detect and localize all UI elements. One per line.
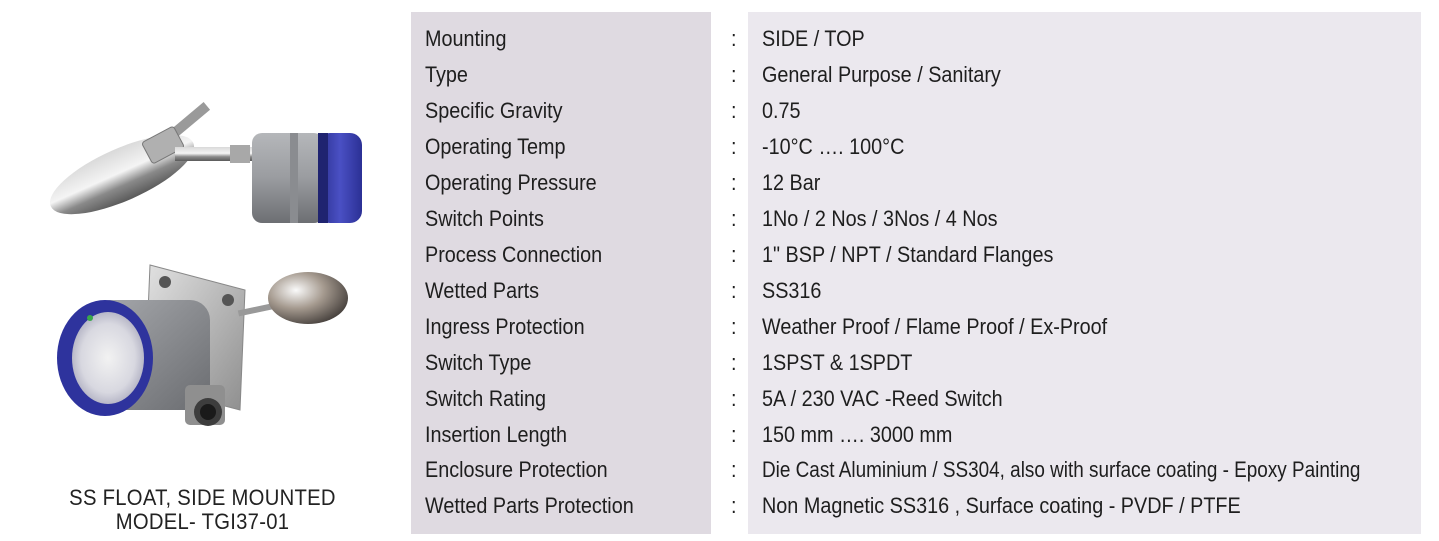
spec-separator: : (731, 314, 737, 339)
float-switch-side-view-image (40, 95, 370, 245)
spec-separator: : (731, 170, 737, 195)
spec-separator: : (731, 26, 737, 51)
spec-label: Switch Type (425, 350, 532, 375)
spec-separator: : (731, 350, 737, 375)
spec-label: Wetted Parts (425, 278, 540, 303)
spec-separator: : (731, 386, 737, 411)
spec-label: Enclosure Protection (425, 457, 608, 482)
spec-separator: : (731, 493, 737, 518)
spec-value: 12 Bar (762, 170, 821, 195)
spec-label-column (411, 12, 711, 534)
spec-value: Weather Proof / Flame Proof / Ex-Proof (762, 314, 1108, 339)
spec-value: 1No / 2 Nos / 3Nos / 4 Nos (762, 206, 998, 231)
spec-separator: : (731, 242, 737, 267)
spec-value: 1SPST & 1SPDT (762, 350, 913, 375)
spec-value: 150 mm …. 3000 mm (762, 422, 953, 447)
spec-separator: : (731, 134, 737, 159)
spec-label: Operating Pressure (425, 170, 597, 195)
caption-model: MODEL- TGI37-01 (115, 509, 290, 534)
spec-label: Operating Temp (425, 134, 566, 159)
spec-separator: : (731, 278, 737, 303)
spec-separator: : (731, 457, 737, 482)
spec-value: 5A / 230 VAC -Reed Switch (762, 386, 1003, 411)
spec-label: Specific Gravity (425, 98, 563, 123)
spec-separator: : (731, 422, 737, 447)
spec-label: Wetted Parts Protection (425, 493, 634, 518)
spec-label: Type (425, 62, 468, 87)
spec-separator: : (731, 62, 737, 87)
spec-label: Insertion Length (425, 422, 568, 447)
product-panel (0, 0, 405, 541)
caption-description: SS FLOAT, SIDE MOUNTED (69, 485, 336, 510)
float-switch-flange-view-image (50, 260, 360, 440)
spec-label: Process Connection (425, 242, 603, 267)
spec-separator: : (731, 98, 737, 123)
spec-value: SIDE / TOP (762, 26, 865, 51)
spec-label: Switch Points (425, 206, 544, 231)
spec-value: General Purpose / Sanitary (762, 62, 1001, 87)
spec-value: 1" BSP / NPT / Standard Flanges (762, 242, 1054, 267)
spec-value: Die Cast Aluminium / SS304, also with surface coating - Epoxy Painting (762, 457, 1361, 482)
spec-label: Switch Rating (425, 386, 547, 411)
spec-value: SS316 (762, 278, 822, 303)
spec-label: Mounting (425, 26, 507, 51)
spec-label: Ingress Protection (425, 314, 585, 339)
spec-value: 0.75 (762, 98, 801, 123)
spec-value: -10°C …. 100°C (762, 134, 905, 159)
spec-value: Non Magnetic SS316 , Surface coating - PVDF / PTFE (762, 493, 1241, 518)
spec-separator: : (731, 206, 737, 231)
spec-value-column (748, 12, 1421, 534)
product-caption (0, 486, 405, 534)
